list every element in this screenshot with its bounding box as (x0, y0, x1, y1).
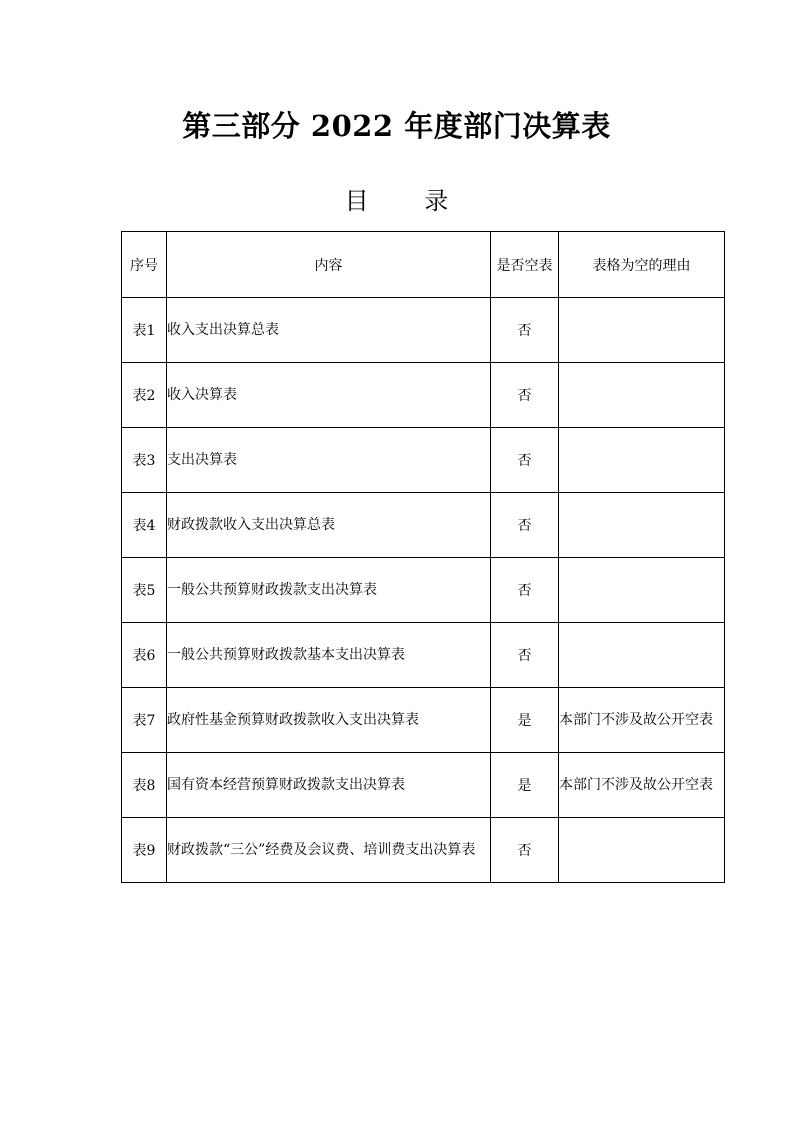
row-is-empty: 否 (491, 298, 559, 363)
row-is-empty: 是 (491, 688, 559, 753)
row-empty-reason (559, 298, 725, 363)
row-number: 表8 (122, 753, 167, 818)
table-row (122, 298, 725, 363)
header-content: 内容 (167, 232, 491, 298)
row-is-empty: 否 (491, 493, 559, 558)
row-number: 表6 (122, 623, 167, 688)
row-is-empty: 否 (491, 558, 559, 623)
table-row (122, 688, 725, 753)
row-number: 表4 (122, 493, 167, 558)
table-row (122, 493, 725, 558)
table-row (122, 428, 725, 493)
table-row (122, 363, 725, 428)
header-is-empty: 是否空表 (491, 232, 559, 298)
row-number: 表5 (122, 558, 167, 623)
table-row (122, 753, 725, 818)
row-is-empty: 否 (491, 818, 559, 883)
row-empty-reason (559, 428, 725, 493)
header-number: 序号 (122, 232, 167, 298)
row-empty-reason (559, 558, 725, 623)
row-empty-reason (559, 623, 725, 688)
row-content: 收入支出决算总表 (167, 298, 491, 363)
row-empty-reason (559, 493, 725, 558)
row-content: 财政拨款“三公”经费及会议费、培训费支出决算表 (167, 818, 491, 883)
row-empty-reason (559, 818, 725, 883)
table-header-row (122, 232, 725, 298)
row-is-empty: 是 (491, 753, 559, 818)
page-title: 第三部分 2022 年度部门决算表 (182, 109, 611, 143)
row-is-empty: 否 (491, 428, 559, 493)
row-content: 一般公共预算财政拨款基本支出决算表 (167, 623, 491, 688)
row-number: 表1 (122, 298, 167, 363)
row-content: 政府性基金预算财政拨款收入支出决算表 (167, 688, 491, 753)
row-is-empty: 否 (491, 623, 559, 688)
row-number: 表3 (122, 428, 167, 493)
table-row (122, 623, 725, 688)
toc-table (121, 231, 725, 883)
header-empty-reason: 表格为空的理由 (559, 232, 725, 298)
row-content: 财政拨款收入支出决算总表 (167, 493, 491, 558)
row-number: 表9 (122, 818, 167, 883)
table-row (122, 818, 725, 883)
row-empty-reason: 本部门不涉及故公开空表 (559, 688, 725, 753)
row-number: 表7 (122, 688, 167, 753)
row-content: 收入决算表 (167, 363, 491, 428)
row-content: 一般公共预算财政拨款支出决算表 (167, 558, 491, 623)
row-content: 国有资本经营预算财政拨款支出决算表 (167, 753, 491, 818)
row-is-empty: 否 (491, 363, 559, 428)
table-row (122, 558, 725, 623)
row-content: 支出决算表 (167, 428, 491, 493)
toc-heading: 目 录 (344, 187, 473, 215)
row-number: 表2 (122, 363, 167, 428)
row-empty-reason: 本部门不涉及故公开空表 (559, 753, 725, 818)
row-empty-reason (559, 363, 725, 428)
